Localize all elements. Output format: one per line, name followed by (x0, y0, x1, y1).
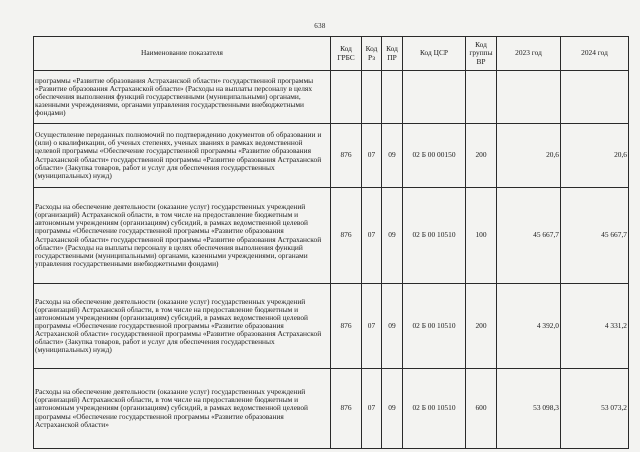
row-2023 (497, 71, 561, 124)
table-row (34, 369, 629, 449)
row-pr (382, 71, 403, 124)
header-csr: Код ЦСР (403, 37, 466, 71)
row-2024: 45 667,7 (561, 188, 629, 284)
row-vr: 200 (466, 124, 497, 188)
row-2024 (561, 71, 629, 124)
row-pr: 09 (382, 124, 403, 188)
row-2023: 53 098,3 (497, 369, 561, 449)
header-name: Наименование показателя (34, 37, 331, 71)
row-name: программы «Развитие образования Астраханской области» государственной программы «Развитие образования Астраханской области» (Расходы на выплаты персоналу в целях обеспечения выполнения функций государственными (муниципальными) органами, казенными учреждениями, органами управления государственными внебюджетными фондами) (34, 71, 331, 124)
row-csr (403, 71, 466, 124)
row-grbs: 876 (331, 284, 362, 369)
row-name: Расходы на обеспечение деятельности (оказание услуг) государственных учреждений (организаций) Астраханской области, в том числе на предоставление бюджетным и автономным учреждениям (организациям) субсидий, в рамках ведомственной целевой программы «Обеспечение государственной программы «Развитие образования Астраханской области» государственной программы «Развитие образования Астраханской области» (Расходы на выплаты персоналу в целях обеспечения выполнения функций государственными (муниципальными) органами, казенными учреждениями, органами управления государственными внебюджетными фондами) (34, 188, 331, 284)
row-2024: 20,6 (561, 124, 629, 188)
row-pr: 09 (382, 188, 403, 284)
row-grbs: 876 (331, 369, 362, 449)
row-2024: 4 331,2 (561, 284, 629, 369)
row-name: Осуществление переданных полномочий по подтверждению документов об образовании и (или) о квалификации, об ученых степенях, ученых званиях в рамках ведомственной целевой программы «Обеспечение государственной программы «Развитие образования Астраханской области» государственной программы «Развитие образования Астраханской области» (Закупка товаров, работ и услуг для обеспечения государственных (муниципальных) нужд) (34, 124, 331, 188)
row-rz: 07 (362, 188, 382, 284)
row-2023: 20,6 (497, 124, 561, 188)
header-pr: Код ПР (382, 37, 403, 71)
row-csr: 02 Б 00 00150 (403, 124, 466, 188)
table-row (34, 284, 629, 369)
row-rz: 07 (362, 284, 382, 369)
row-vr (466, 71, 497, 124)
row-csr: 02 Б 00 10510 (403, 284, 466, 369)
row-pr: 09 (382, 369, 403, 449)
row-csr: 02 Б 00 10510 (403, 369, 466, 449)
table-row (34, 124, 629, 188)
row-vr: 200 (466, 284, 497, 369)
budget-table (33, 36, 629, 449)
row-grbs: 876 (331, 188, 362, 284)
header-2023: 2023 год (497, 37, 561, 71)
row-name: Расходы на обеспечение деятельности (оказание услуг) государственных учреждений (организаций) Астраханской области, в том числе на предоставление бюджетным и автономным учреждениям (организациям) субсидий, в рамках ведомственной целевой программы «Обеспечение государственной программы «Развитие образования Астраханской области» (34, 369, 331, 449)
row-rz: 07 (362, 369, 382, 449)
row-csr: 02 Б 00 10510 (403, 188, 466, 284)
header-vr: Код группы ВР (466, 37, 497, 71)
row-grbs (331, 71, 362, 124)
table-row (34, 188, 629, 284)
header-row (34, 37, 629, 71)
row-rz (362, 71, 382, 124)
row-2024: 53 073,2 (561, 369, 629, 449)
page-number: 638 (314, 22, 326, 30)
row-2023: 45 667,7 (497, 188, 561, 284)
row-grbs: 876 (331, 124, 362, 188)
header-grbs: Код ГРБС (331, 37, 362, 71)
row-vr: 600 (466, 369, 497, 449)
row-pr: 09 (382, 284, 403, 369)
row-rz: 07 (362, 124, 382, 188)
row-vr: 100 (466, 188, 497, 284)
table-row (34, 71, 629, 124)
header-rz: Код Рз (362, 37, 382, 71)
header-2024: 2024 год (561, 37, 629, 71)
row-2023: 4 392,0 (497, 284, 561, 369)
row-name: Расходы на обеспечение деятельности (оказание услуг) государственных учреждений (организаций) Астраханской области, в том числе на предоставление бюджетным и автономным учреждениям (организациям) субсидий, в рамках ведомственной целевой программы «Обеспечение государственной программы «Развитие образования Астраханской области» государственной программы «Развитие образования Астраханской области» (Закупка товаров, работ и услуг для обеспечения государственных (муниципальных) нужд) (34, 284, 331, 369)
